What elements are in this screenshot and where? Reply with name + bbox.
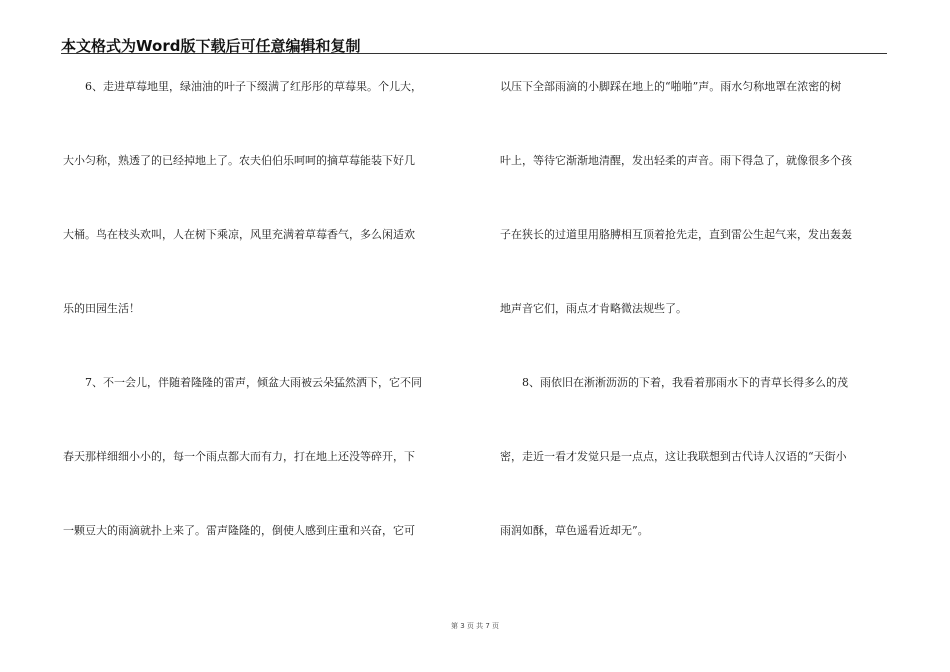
text-line: 6、走进草莓地里，绿油油的叶子下缀满了红彤彤的草莓果。个儿大， [63, 80, 422, 93]
text-line: 大小匀称，熟透了的已经掉地上了。农夫伯伯乐呵呵的摘草莓能装下好几 [63, 154, 415, 167]
text-line: 雨润如酥，草色遥看近却无”。 [500, 524, 649, 537]
text-line: 乐的田园生活！ [63, 302, 140, 315]
text-line: 一颗豆大的雨滴就扑上来了。雷声隆隆的，倒使人感到庄重和兴奋，它可 [63, 524, 415, 537]
page-number-footer: 第 3 页 共 7 页 [450, 622, 500, 630]
text-line: 叶上，等待它渐渐地清醒，发出轻柔的声音。雨下得急了，就像很多个孩 [500, 154, 852, 167]
header-divider [61, 53, 887, 54]
text-line: 密，走近一看才发觉只是一点点，这让我联想到古代诗人汉语的“天街小 [500, 450, 847, 463]
text-line: 大桶。鸟在枝头欢叫，人在树下乘凉，风里充满着草莓香气，多么闲适欢 [63, 228, 415, 241]
text-line: 地声音它们，雨点才肯略微法规些了。 [500, 302, 687, 315]
text-line: 8、雨依旧在淅淅沥沥的下着，我看着那雨水下的青草长得多么的茂 [500, 376, 848, 389]
text-line: 7、不一会儿，伴随着隆隆的雷声，倾盆大雨被云朵猛然洒下，它不同 [63, 376, 422, 389]
text-line: 子在狭长的过道里用胳膊相互顶着抢先走，直到雷公生起气来，发出轰轰 [500, 228, 852, 241]
text-line: 以压下全部雨滴的小脚踩在地上的“啪啪”声。雨水匀称地罩在浓密的树 [500, 80, 842, 93]
document-header-title: 本文格式为Word版下载后可任意编辑和复制 [61, 37, 361, 55]
text-line: 春天那样细细小小的，每一个雨点都大而有力，打在地上还没等碎开，下 [63, 450, 415, 463]
